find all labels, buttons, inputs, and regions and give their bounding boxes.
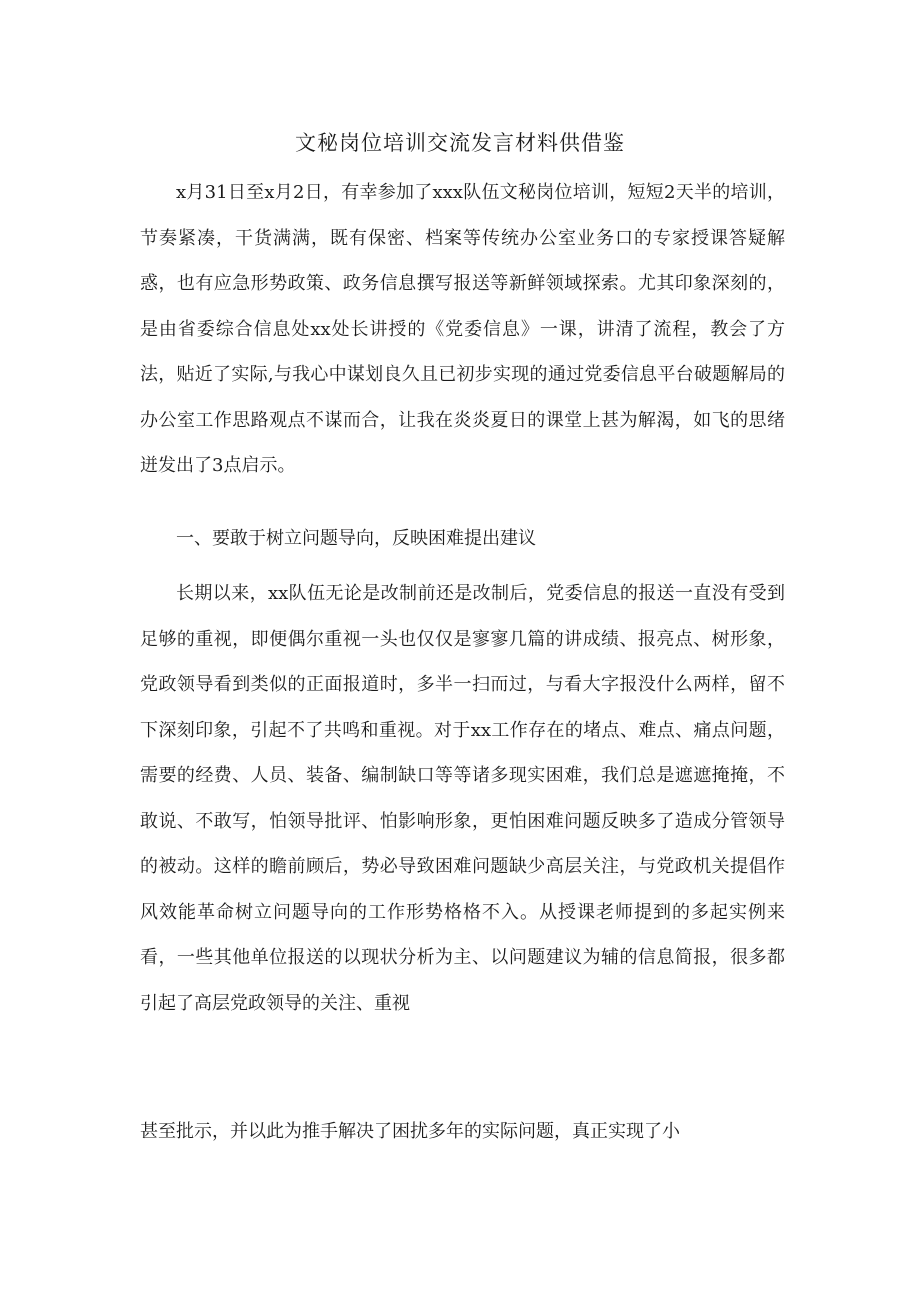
paragraph-intro: x月31日至x月2日，有幸参加了xxx队伍文秘岗位培训，短短2天半的培训，节奏紧凑，干货满满，既有保密、档案等传统办公室业务口的专家授课答疑解惑，也有应急形势政策、政务信息撰写报送等新鲜领域探索。尤其印象深刻的，是由省委综合信息处xx处长讲授的《党委信息》一课，讲清了流程，教会了方法，贴近了实际,与我心中谋划良久且已初步实现的通过党委信息平台破题解局的办公室工作思路观点不谋而合，让我在炎炎夏日的课堂上甚为解渴，如飞的思绪迸发出了3点启示。 bbox=[140, 182, 785, 476]
section-heading-1: 一、要敢于树立问题导向，反映困难提出建议 bbox=[176, 528, 536, 549]
paragraph-section-1: 长期以来，xx队伍无论是改制前还是改制后，党委信息的报送一直没有受到足够的重视，即便偶尔重视一头也仅仅是寥寥几篇的讲成绩、报亮点、树形象，党政领导看到类似的正面报道时，多半一扫而过，与看大字报没什么两样，留不下深刻印象，引起不了共鸣和重视。对于xx工作存在的堵点、难点、痛点问题，需要的经费、人员、装备、编制缺口等等诸多现实困难，我们总是遮遮掩掩，不敢说、不敢写，怕领导批评、怕影响形象，更怕困难问题反映多了造成分管领导的被动。这样的瞻前顾后，势必导致困难问题缺少高层关注，与党政机关提倡作风效能革命树立问题导向的工作形势格格不入。从授课老师提到的多起实例来看，一些其他单位报送的以现状分析为主、以问题建议为辅的信息简报，很多都引起了高层党政领导的关注、重视 bbox=[140, 583, 785, 1014]
document-title: 文秘岗位培训交流发言材料供借鉴 bbox=[295, 131, 625, 155]
paragraph-continuation: 甚至批示，并以此为推手解决了困扰多年的实际问题，真正实现了小 bbox=[140, 1121, 680, 1142]
